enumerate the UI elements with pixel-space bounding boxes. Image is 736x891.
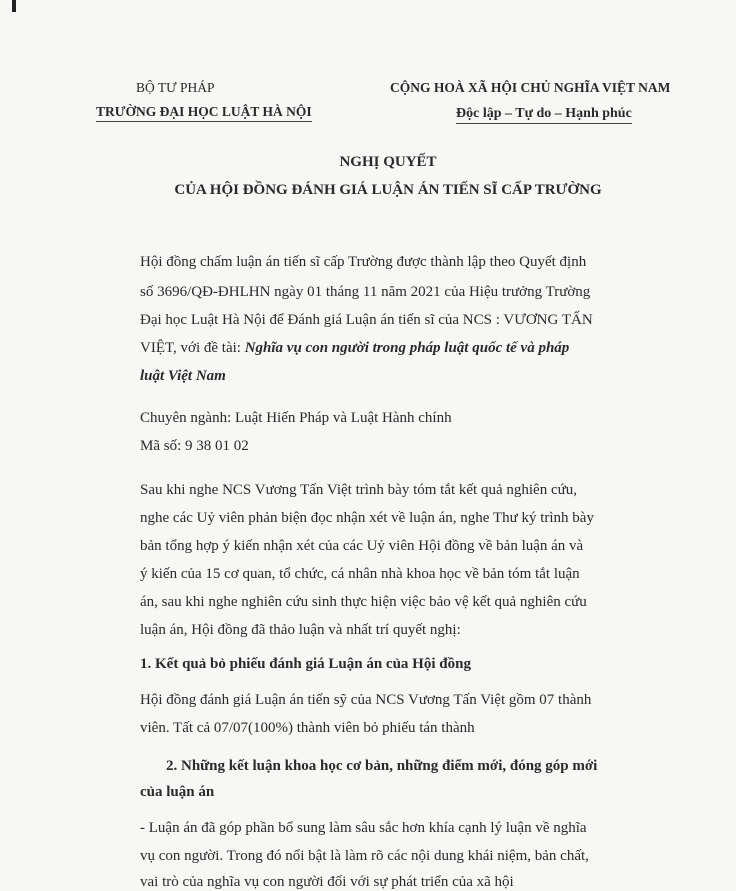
thesis-topic: Nghĩa vụ con người trong pháp luật quốc tế và pháp bbox=[244, 340, 570, 356]
section-2-line: vai trò của nghĩa vụ con người đối với sự phát triển của xã hội bbox=[140, 874, 514, 890]
intro-line: số 3696/QĐ-ĐHLHN ngày 01 tháng 11 năm 2021 của Hiệu trưởng Trường bbox=[140, 284, 591, 300]
national-motto: Độc lập – Tự do – Hạnh phúc bbox=[456, 106, 632, 124]
section-2-line: vụ con người. Trong đó nổi bật là làm rõ các nội dung khái niệm, bản chất, bbox=[140, 848, 589, 864]
section-2-line: - Luận án đã góp phần bổ sung làm sâu sắc hơn khía cạnh lý luận về nghĩa bbox=[140, 820, 587, 836]
scan-mark bbox=[12, 0, 16, 12]
intro-line: Hội đồng chấm luận án tiến sĩ cấp Trường được thành lập theo Quyết định bbox=[140, 254, 587, 270]
republic-name: CỘNG HOÀ XÃ HỘI CHỦ NGHĨA VIỆT NAM bbox=[390, 80, 671, 95]
section-1-heading: 1. Kết quả bỏ phiếu đánh giá Luận án của Hội đồng bbox=[140, 656, 471, 672]
code-line: Mã số: 9 38 01 02 bbox=[140, 438, 249, 454]
body-line: nghe các Uỷ viên phản biện đọc nhận xét về luận án, nghe Thư ký trình bày bbox=[140, 510, 594, 526]
section-2-heading: 2. Những kết luận khoa học cơ bản, những điểm mới, đóng góp mới bbox=[166, 758, 598, 774]
ministry-name: BỘ TƯ PHÁP bbox=[136, 80, 215, 95]
specialty-line: Chuyên ngành: Luật Hiến Pháp và Luật Hành chính bbox=[140, 410, 452, 426]
body-line: bản tổng hợp ý kiến nhận xét của các Uỷ viên Hội đồng về bản luận án và bbox=[140, 538, 584, 554]
section-1-line: Hội đồng đánh giá Luận án tiến sỹ của NCS Vương Tấn Việt gồm 07 thành bbox=[140, 692, 592, 708]
intro-line: Đại học Luật Hà Nội để Đánh giá Luận án tiến sĩ của NCS : VƯƠNG TẤN bbox=[140, 312, 593, 328]
university-name: TRƯỜNG ĐẠI HỌC LUẬT HÀ NỘI bbox=[96, 104, 312, 122]
thesis-topic-cont: luật Việt Nam bbox=[140, 368, 226, 384]
body-line: ý kiến của 15 cơ quan, tổ chức, cá nhân nhà khoa học về bản tóm tắt luận bbox=[140, 566, 580, 582]
body-line: Sau khi nghe NCS Vương Tấn Việt trình bày tóm tắt kết quả nghiên cứu, bbox=[140, 482, 577, 498]
section-2-heading-cont: của luận án bbox=[140, 784, 215, 800]
body-line: án, sau khi nghe nghiên cứu sinh thực hiện việc bảo vệ kết quả nghiên cứu bbox=[140, 594, 587, 610]
document-subtitle: CỦA HỘI ĐỒNG ĐÁNH GIÁ LUẬN ÁN TIẾN SĨ CẤP TRƯỜNG bbox=[174, 182, 602, 198]
body-line: luận án, Hội đồng đã thảo luận và nhất trí quyết nghị: bbox=[140, 622, 461, 638]
intro-prefix: VIỆT, với đề tài: bbox=[140, 340, 245, 356]
section-1-line: viên. Tất cả 07/07(100%) thành viên bỏ phiếu tán thành bbox=[140, 720, 475, 736]
document-title: NGHỊ QUYẾT bbox=[339, 154, 437, 170]
intro-line bbox=[140, 340, 569, 357]
